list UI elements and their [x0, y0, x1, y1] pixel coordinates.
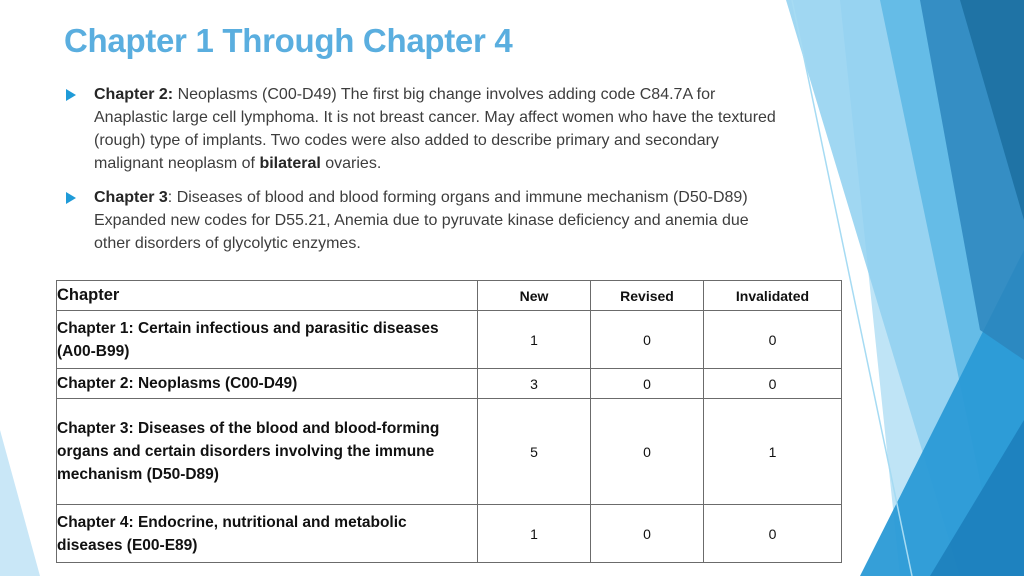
cell-new: 1: [478, 311, 591, 369]
cell-revised: 0: [591, 399, 704, 505]
bullet-arrow-icon: [66, 192, 76, 204]
cell-invalidated: 0: [704, 505, 842, 563]
header-invalidated: Invalidated: [704, 281, 842, 311]
bullet-chapter-2: [64, 83, 784, 175]
cell-revised: 0: [591, 311, 704, 369]
row-chapter-1: Chapter 1: Certain infectious and parasitic diseases (A00-B99): [57, 311, 478, 369]
cell-invalidated: 0: [704, 311, 842, 369]
cell-revised: 0: [591, 505, 704, 563]
cell-new: 1: [478, 505, 591, 563]
header-revised: Revised: [591, 281, 704, 311]
table-row: [57, 311, 842, 369]
cell-invalidated: 0: [704, 369, 842, 399]
row-chapter-2: Chapter 2: Neoplasms (C00-D49): [57, 369, 478, 399]
cell-revised: 0: [591, 369, 704, 399]
bullet-list: [64, 83, 784, 266]
cell-new: 3: [478, 369, 591, 399]
header-new: New: [478, 281, 591, 311]
bullet-label: Chapter 3: [94, 189, 168, 206]
row-chapter-4: Chapter 4: Endocrine, nutritional and metabolic diseases (E00-E89): [57, 505, 478, 563]
cell-invalidated: 1: [704, 399, 842, 505]
cell-new: 5: [478, 399, 591, 505]
table-row: [57, 505, 842, 563]
bullet-emphasis: bilateral: [259, 155, 321, 172]
slide-title: Chapter 1 Through Chapter 4: [64, 22, 513, 59]
bullet-tail: ovaries.: [320, 155, 382, 172]
chapter-changes-table: [56, 280, 842, 563]
header-chapter: Chapter: [57, 281, 478, 311]
bullet-chapter-3: [64, 186, 784, 255]
table-row: [57, 399, 842, 505]
bullet-text: Neoplasms (C00-D49) The first big change involves adding code C84.7A for Anaplastic large cell lymphoma. It is not breast cancer. May affect women who have the textured (rough) type of implants. Two codes were also added to describe primary and secondary malignant neoplasm of: [94, 86, 776, 172]
table-row: [57, 369, 842, 399]
bullet-text: : Diseases of blood and blood forming organs and immune mechanism (D50-D89) Expanded new codes for D55.21, Anemia due to pyruvate kinase deficiency and anemia due other disorders of glycolytic enzymes.: [94, 189, 749, 252]
bullet-arrow-icon: [66, 89, 76, 101]
row-chapter-3: Chapter 3: Diseases of the blood and blood-forming organs and certain disorders involving the immune mechanism (D50-D89): [57, 399, 478, 505]
bullet-label: Chapter 2:: [94, 86, 174, 103]
table-header-row: [57, 281, 842, 311]
